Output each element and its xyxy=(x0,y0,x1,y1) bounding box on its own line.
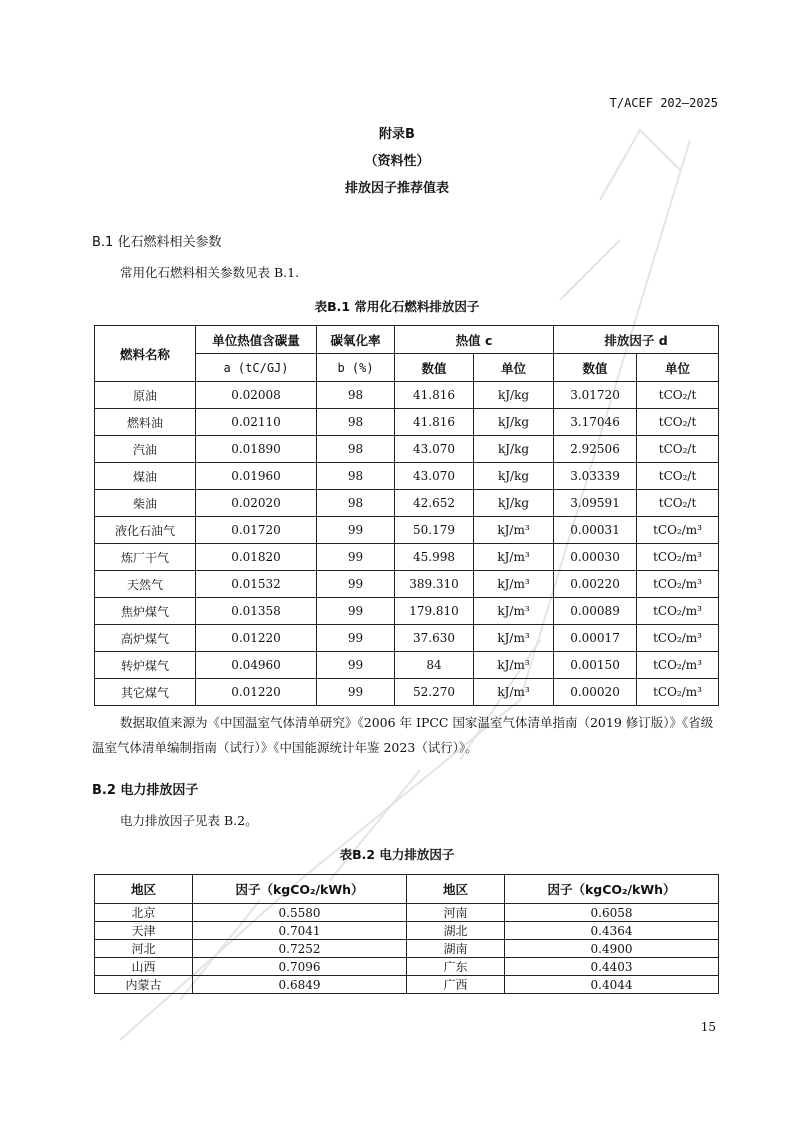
appendix-title: 附录B xyxy=(379,127,415,142)
table-row xyxy=(95,679,719,706)
cell-factor: 0.7252 xyxy=(193,940,407,958)
cell-carbon: 0.01532 xyxy=(196,571,317,598)
cell-factor: 0.6849 xyxy=(193,976,407,994)
table-row xyxy=(95,409,719,436)
cell-factor: 0.7096 xyxy=(193,958,407,976)
cell-heat: 52.270 xyxy=(395,679,474,706)
cell-carbon: 0.02110 xyxy=(196,409,317,436)
page-number: 15 xyxy=(700,1020,716,1034)
table-row xyxy=(95,922,719,940)
cell-carbon: 0.01960 xyxy=(196,463,317,490)
cell-ef: 3.09591 xyxy=(554,490,637,517)
cell-ef-unit: tCO₂/m³ xyxy=(637,679,719,706)
cell-heat: 43.070 xyxy=(395,463,474,490)
cell-ef: 2.92506 xyxy=(554,436,637,463)
cell-carbon: 0.02008 xyxy=(196,382,317,409)
cell-heat: 42.652 xyxy=(395,490,474,517)
col-heat-value: 热值 c xyxy=(395,326,554,354)
cell-heat-unit: kJ/kg xyxy=(474,436,554,463)
electricity-factor-table xyxy=(94,874,719,994)
cell-region: 广西 xyxy=(407,976,505,994)
section-intro-b1: 常用化石燃料相关参数见表 B.1. xyxy=(120,265,300,280)
cell-heat: 43.070 xyxy=(395,436,474,463)
cell-ef: 3.01720 xyxy=(554,382,637,409)
section-heading-b2: B.2 电力排放因子 xyxy=(92,783,199,798)
cell-region: 河北 xyxy=(95,940,193,958)
cell-heat-unit: kJ/kg xyxy=(474,490,554,517)
cell-heat: 41.816 xyxy=(395,382,474,409)
cell-ef-unit: tCO₂/t xyxy=(637,382,719,409)
cell-region: 湖南 xyxy=(407,940,505,958)
cell-carbon: 0.01890 xyxy=(196,436,317,463)
table-row xyxy=(95,940,719,958)
cell-name: 天然气 xyxy=(95,571,196,598)
cell-region: 湖北 xyxy=(407,922,505,940)
cell-ef-unit: tCO₂/t xyxy=(637,436,719,463)
cell-oxid: 99 xyxy=(317,517,395,544)
table-row xyxy=(95,436,719,463)
cell-ef: 0.00017 xyxy=(554,625,637,652)
cell-ef: 0.00220 xyxy=(554,571,637,598)
cell-heat: 45.998 xyxy=(395,544,474,571)
cell-name: 燃料油 xyxy=(95,409,196,436)
table-row xyxy=(95,571,719,598)
table-caption-b2: 表B.2 电力排放因子 xyxy=(339,847,455,862)
table-row xyxy=(95,652,719,679)
cell-heat-unit: kJ/m³ xyxy=(474,679,554,706)
cell-name: 其它煤气 xyxy=(95,679,196,706)
cell-oxid: 98 xyxy=(317,409,395,436)
cell-factor: 0.7041 xyxy=(193,922,407,940)
cell-ef-unit: tCO₂/m³ xyxy=(637,625,719,652)
cell-oxid: 99 xyxy=(317,598,395,625)
cell-name: 焦炉煤气 xyxy=(95,598,196,625)
cell-heat: 179.810 xyxy=(395,598,474,625)
col-carbon-unit: a (tC/GJ) xyxy=(196,354,317,382)
cell-ef: 0.00089 xyxy=(554,598,637,625)
cell-heat-unit: kJ/m³ xyxy=(474,625,554,652)
col-region: 地区 xyxy=(407,875,505,904)
cell-oxid: 99 xyxy=(317,652,395,679)
cell-heat-unit: kJ/kg xyxy=(474,409,554,436)
source-note: 数据取值来源为《中国温室气体清单研究》《2006 年 IPCC 国家温室气体清单指南（2019 修订版）》《省级温室气体清单编制指南（试行）》《中国能源统计年鉴 2023（试行）》。 xyxy=(92,715,714,755)
cell-carbon: 0.01220 xyxy=(196,679,317,706)
cell-name: 高炉煤气 xyxy=(95,625,196,652)
cell-ef: 0.00031 xyxy=(554,517,637,544)
cell-region: 山西 xyxy=(95,958,193,976)
cell-heat-unit: kJ/kg xyxy=(474,463,554,490)
cell-oxid: 99 xyxy=(317,571,395,598)
table-row xyxy=(95,904,719,922)
cell-heat-unit: kJ/m³ xyxy=(474,652,554,679)
cell-heat-unit: kJ/m³ xyxy=(474,517,554,544)
appendix-nature: （资料性） xyxy=(364,154,430,169)
cell-factor: 0.6058 xyxy=(505,904,719,922)
cell-ef-unit: tCO₂/m³ xyxy=(637,571,719,598)
col-fuel-name: 燃料名称 xyxy=(95,326,196,382)
cell-factor: 0.4403 xyxy=(505,958,719,976)
col-ef-number: 数值 xyxy=(554,354,637,382)
cell-region: 河南 xyxy=(407,904,505,922)
cell-carbon: 0.01220 xyxy=(196,625,317,652)
cell-heat-unit: kJ/m³ xyxy=(474,544,554,571)
cell-carbon: 0.01358 xyxy=(196,598,317,625)
cell-ef-unit: tCO₂/m³ xyxy=(637,517,719,544)
cell-ef: 0.00020 xyxy=(554,679,637,706)
cell-ef-unit: tCO₂/t xyxy=(637,409,719,436)
cell-name: 柴油 xyxy=(95,490,196,517)
col-heat-value-unit: 单位 xyxy=(474,354,554,382)
table-row xyxy=(95,382,719,409)
cell-factor: 0.5580 xyxy=(193,904,407,922)
col-carbon-content: 单位热值含碳量 xyxy=(196,326,317,354)
cell-oxid: 99 xyxy=(317,679,395,706)
cell-oxid: 98 xyxy=(317,436,395,463)
table-caption-b1: 表B.1 常用化石燃料排放因子 xyxy=(314,299,480,314)
col-region: 地区 xyxy=(95,875,193,904)
cell-heat: 50.179 xyxy=(395,517,474,544)
section-intro-b2: 电力排放因子见表 B.2。 xyxy=(120,813,258,828)
fossil-fuel-table xyxy=(94,325,719,706)
cell-oxid: 98 xyxy=(317,463,395,490)
cell-name: 液化石油气 xyxy=(95,517,196,544)
cell-name: 煤油 xyxy=(95,463,196,490)
cell-name: 汽油 xyxy=(95,436,196,463)
col-oxidation-rate: 碳氧化率 xyxy=(317,326,395,354)
cell-ef: 0.00030 xyxy=(554,544,637,571)
cell-heat: 389.310 xyxy=(395,571,474,598)
cell-name: 原油 xyxy=(95,382,196,409)
cell-carbon: 0.01820 xyxy=(196,544,317,571)
cell-heat-unit: kJ/m³ xyxy=(474,598,554,625)
cell-factor: 0.4044 xyxy=(505,976,719,994)
cell-oxid: 98 xyxy=(317,490,395,517)
cell-region: 北京 xyxy=(95,904,193,922)
col-heat-value-number: 数值 xyxy=(395,354,474,382)
table-row xyxy=(95,976,719,994)
cell-factor: 0.4364 xyxy=(505,922,719,940)
cell-ef-unit: tCO₂/m³ xyxy=(637,598,719,625)
cell-oxid: 99 xyxy=(317,625,395,652)
cell-ef-unit: tCO₂/m³ xyxy=(637,544,719,571)
cell-ef: 0.00150 xyxy=(554,652,637,679)
cell-heat-unit: kJ/m³ xyxy=(474,571,554,598)
col-oxidation-unit: b (%) xyxy=(317,354,395,382)
table-row xyxy=(95,544,719,571)
cell-heat: 37.630 xyxy=(395,625,474,652)
cell-region: 天津 xyxy=(95,922,193,940)
table-row xyxy=(95,463,719,490)
cell-carbon: 0.01720 xyxy=(196,517,317,544)
cell-factor: 0.4900 xyxy=(505,940,719,958)
table-row xyxy=(95,517,719,544)
cell-heat-unit: kJ/kg xyxy=(474,382,554,409)
cell-carbon: 0.02020 xyxy=(196,490,317,517)
cell-ef-unit: tCO₂/m³ xyxy=(637,652,719,679)
cell-oxid: 99 xyxy=(317,544,395,571)
table-row xyxy=(95,598,719,625)
col-emission-factor: 排放因子 d xyxy=(554,326,719,354)
cell-name: 转炉煤气 xyxy=(95,652,196,679)
cell-oxid: 98 xyxy=(317,382,395,409)
cell-region: 内蒙古 xyxy=(95,976,193,994)
table-row xyxy=(95,490,719,517)
section-heading-b1: B.1 化石燃料相关参数 xyxy=(92,235,222,250)
cell-heat: 84 xyxy=(395,652,474,679)
cell-carbon: 0.04960 xyxy=(196,652,317,679)
cell-region: 广东 xyxy=(407,958,505,976)
cell-heat: 41.816 xyxy=(395,409,474,436)
col-ef-unit: 单位 xyxy=(637,354,719,382)
col-factor: 因子（kgCO₂/kWh） xyxy=(505,875,719,904)
document-code: T/ACEF 202—2025 xyxy=(609,96,718,110)
appendix-subtitle: 排放因子推荐值表 xyxy=(344,181,449,196)
cell-ef: 3.03339 xyxy=(554,463,637,490)
table-row xyxy=(95,958,719,976)
col-factor: 因子（kgCO₂/kWh） xyxy=(193,875,407,904)
table-row xyxy=(95,625,719,652)
cell-ef: 3.17046 xyxy=(554,409,637,436)
cell-ef-unit: tCO₂/t xyxy=(637,463,719,490)
cell-ef-unit: tCO₂/t xyxy=(637,490,719,517)
cell-name: 炼厂干气 xyxy=(95,544,196,571)
